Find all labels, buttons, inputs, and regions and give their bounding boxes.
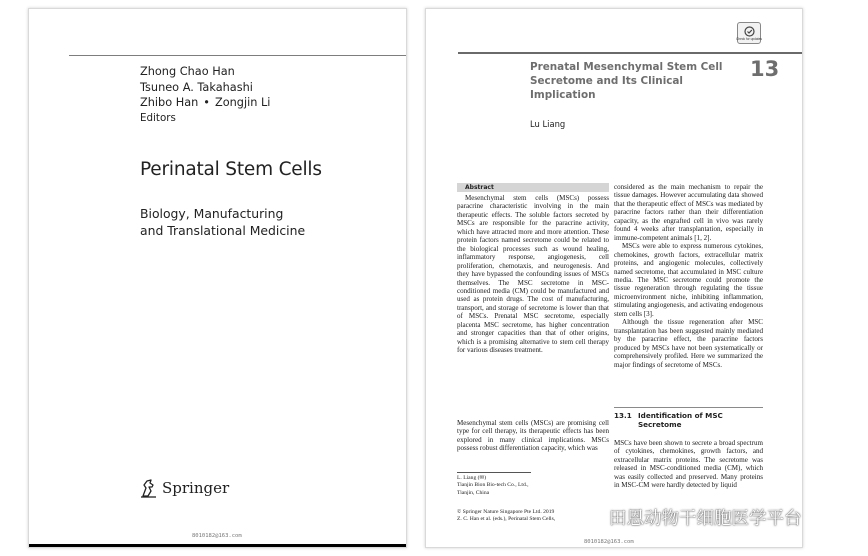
- book-cover-page: [28, 8, 407, 548]
- author-affiliation: [457, 475, 529, 497]
- editors-block: [140, 64, 270, 126]
- chapter-number: 13: [750, 57, 780, 81]
- abstract-text: Mesenchymal stem cells (MSCs) possess paracrine characteristic involving in the main therapeutic effects. The soluble factors secreted by MSCs are responsible for the paracrine activity, which have attracted more and more attention. These protein factors named secretome could be related to the biological processes such as wound healing, inflammatory response, angiogenesis, cell proliferation, chemotaxis, and neurogenesis. And they have bypassed the confounding issues of MSCs themselves. The MSC secretome in MSC-conditioned media (CM) could be manufactured and used as protein drugs. The cost of manufacturing, transport, and storage of secretome is lower than that of MSCs. Prenatal MSC secretome, especially placenta MSC secretome, has higher concentration and stronger capacities than that of other origins, which is a promising alternative to stem cell therapy for various diseases treatment.: [457, 194, 609, 355]
- section-number: 13.1: [614, 411, 632, 420]
- affiliation-line: L. Liang (✉): [457, 475, 487, 481]
- page-bottom-bar: [29, 544, 406, 547]
- body-paragraph: MSCs were able to express numerous cytokines, chemokines, growth factors, extracellular matrix proteins, and angiogenic molecules, collectively named secretome, that accumulated in MSC culture media. The MSC secretome could promote the tissue regeneration through regulating the tissue microenvironment niche, inhibiting inflammation, stimulating angiogenesis, and activating endogenous stem cells [3].: [614, 242, 763, 318]
- footnote-rule: [457, 472, 531, 473]
- page-watermark: 8010182@163.com: [192, 533, 242, 539]
- section-rule: [614, 407, 763, 408]
- affiliation-line: Tianjin Bion Bio-tech Co., Ltd.,: [457, 482, 529, 489]
- section-heading: [614, 411, 763, 429]
- subtitle-line: Biology, Manufacturing: [140, 206, 284, 221]
- wechat-icon: [582, 509, 604, 527]
- copyright-notice: [457, 509, 555, 524]
- editor-name-row: [140, 95, 270, 111]
- publisher-logo: [140, 478, 229, 498]
- editor-name: Tsuneo A. Takahashi: [140, 80, 253, 94]
- chapter-rule: [458, 52, 802, 54]
- editor-name: Zongjin Li: [214, 96, 271, 110]
- springer-horse-icon: [140, 478, 158, 498]
- section-title: [638, 411, 723, 429]
- check-for-updates-badge[interactable]: [737, 22, 761, 44]
- body-paragraph: Although the tissue regeneration after MSC transplantation has been suggested mainly mediated by the paracrine effect, the paracrine factors produced by MSCs have not been systematically or comprehensively profiled. Here we summarized the major findings of secretome of MSCs.: [614, 318, 763, 369]
- editor-name: Zhong Chao Han: [140, 65, 235, 78]
- intro-paragraph: Mesenchymal stem cells (MSCs) are promising cell type for cell therapy, its therapeutic effects has been explored in many clinical implications. MSCs possess robust differentiation capacity, which was: [457, 419, 609, 453]
- book-title: Perinatal Stem Cells: [140, 159, 322, 180]
- cover-rule: [69, 55, 406, 56]
- chapter-title-line: Implication: [530, 88, 596, 101]
- affiliation-line: Tianjin, China: [457, 489, 490, 496]
- check-updates-label: Check for updates: [736, 36, 762, 41]
- publisher-name: Springer: [162, 479, 230, 497]
- abstract-heading: Abstract: [457, 183, 609, 192]
- page-watermark: 8010182@163.com: [584, 539, 634, 545]
- subtitle-line: and Translational Medicine: [140, 223, 306, 238]
- chapter-title: [530, 61, 740, 102]
- channel-watermark: [582, 505, 802, 530]
- chapter-title-line: Prenatal Mesenchymal Stem Cell: [530, 61, 723, 73]
- section-title-line: Identification of MSC: [638, 411, 723, 420]
- editors-role: Editors: [140, 111, 176, 124]
- chapter-page: [425, 8, 803, 548]
- copyright-line: Z. C. Han et al. (eds.), Perinatal Stem Cells,: [457, 516, 556, 523]
- section-paragraph: MSCs have been shown to secrete a broad spectrum of cytokines, chemokines, growth factors, and extracellular matrix proteins. The secretome was released in MSC-conditioned media (CM), which was easily collected and preserved. Many proteins in MSC-CM were hardly detected by liquid: [614, 439, 763, 490]
- chapter-author: Lu Liang: [530, 119, 566, 129]
- editor-separator: •: [203, 96, 210, 110]
- check-updates-icon: [744, 26, 755, 37]
- channel-name: 田恩动物干细胞医学平台: [609, 509, 802, 529]
- body-paragraph: considered as the main mechanism to repair the tissue damages. However accumulating data showed that the therapeutic effect of MSCs was mediated by paracrine factors rather than their differentiation capacity, as the engrafted cell in vivo was rarely found 4 weeks after transplantation, especially in immune-competent animals [1, 2].: [614, 183, 763, 242]
- editor-name: Zhibo Han: [140, 96, 199, 110]
- chapter-title-line: Secretome and Its Clinical: [530, 74, 683, 87]
- book-subtitle: [140, 205, 305, 239]
- section-title-line: Secretome: [638, 420, 682, 429]
- body-column-right: [614, 183, 763, 397]
- copyright-line: © Springer Nature Singapore Pte Ltd. 2019: [457, 509, 555, 515]
